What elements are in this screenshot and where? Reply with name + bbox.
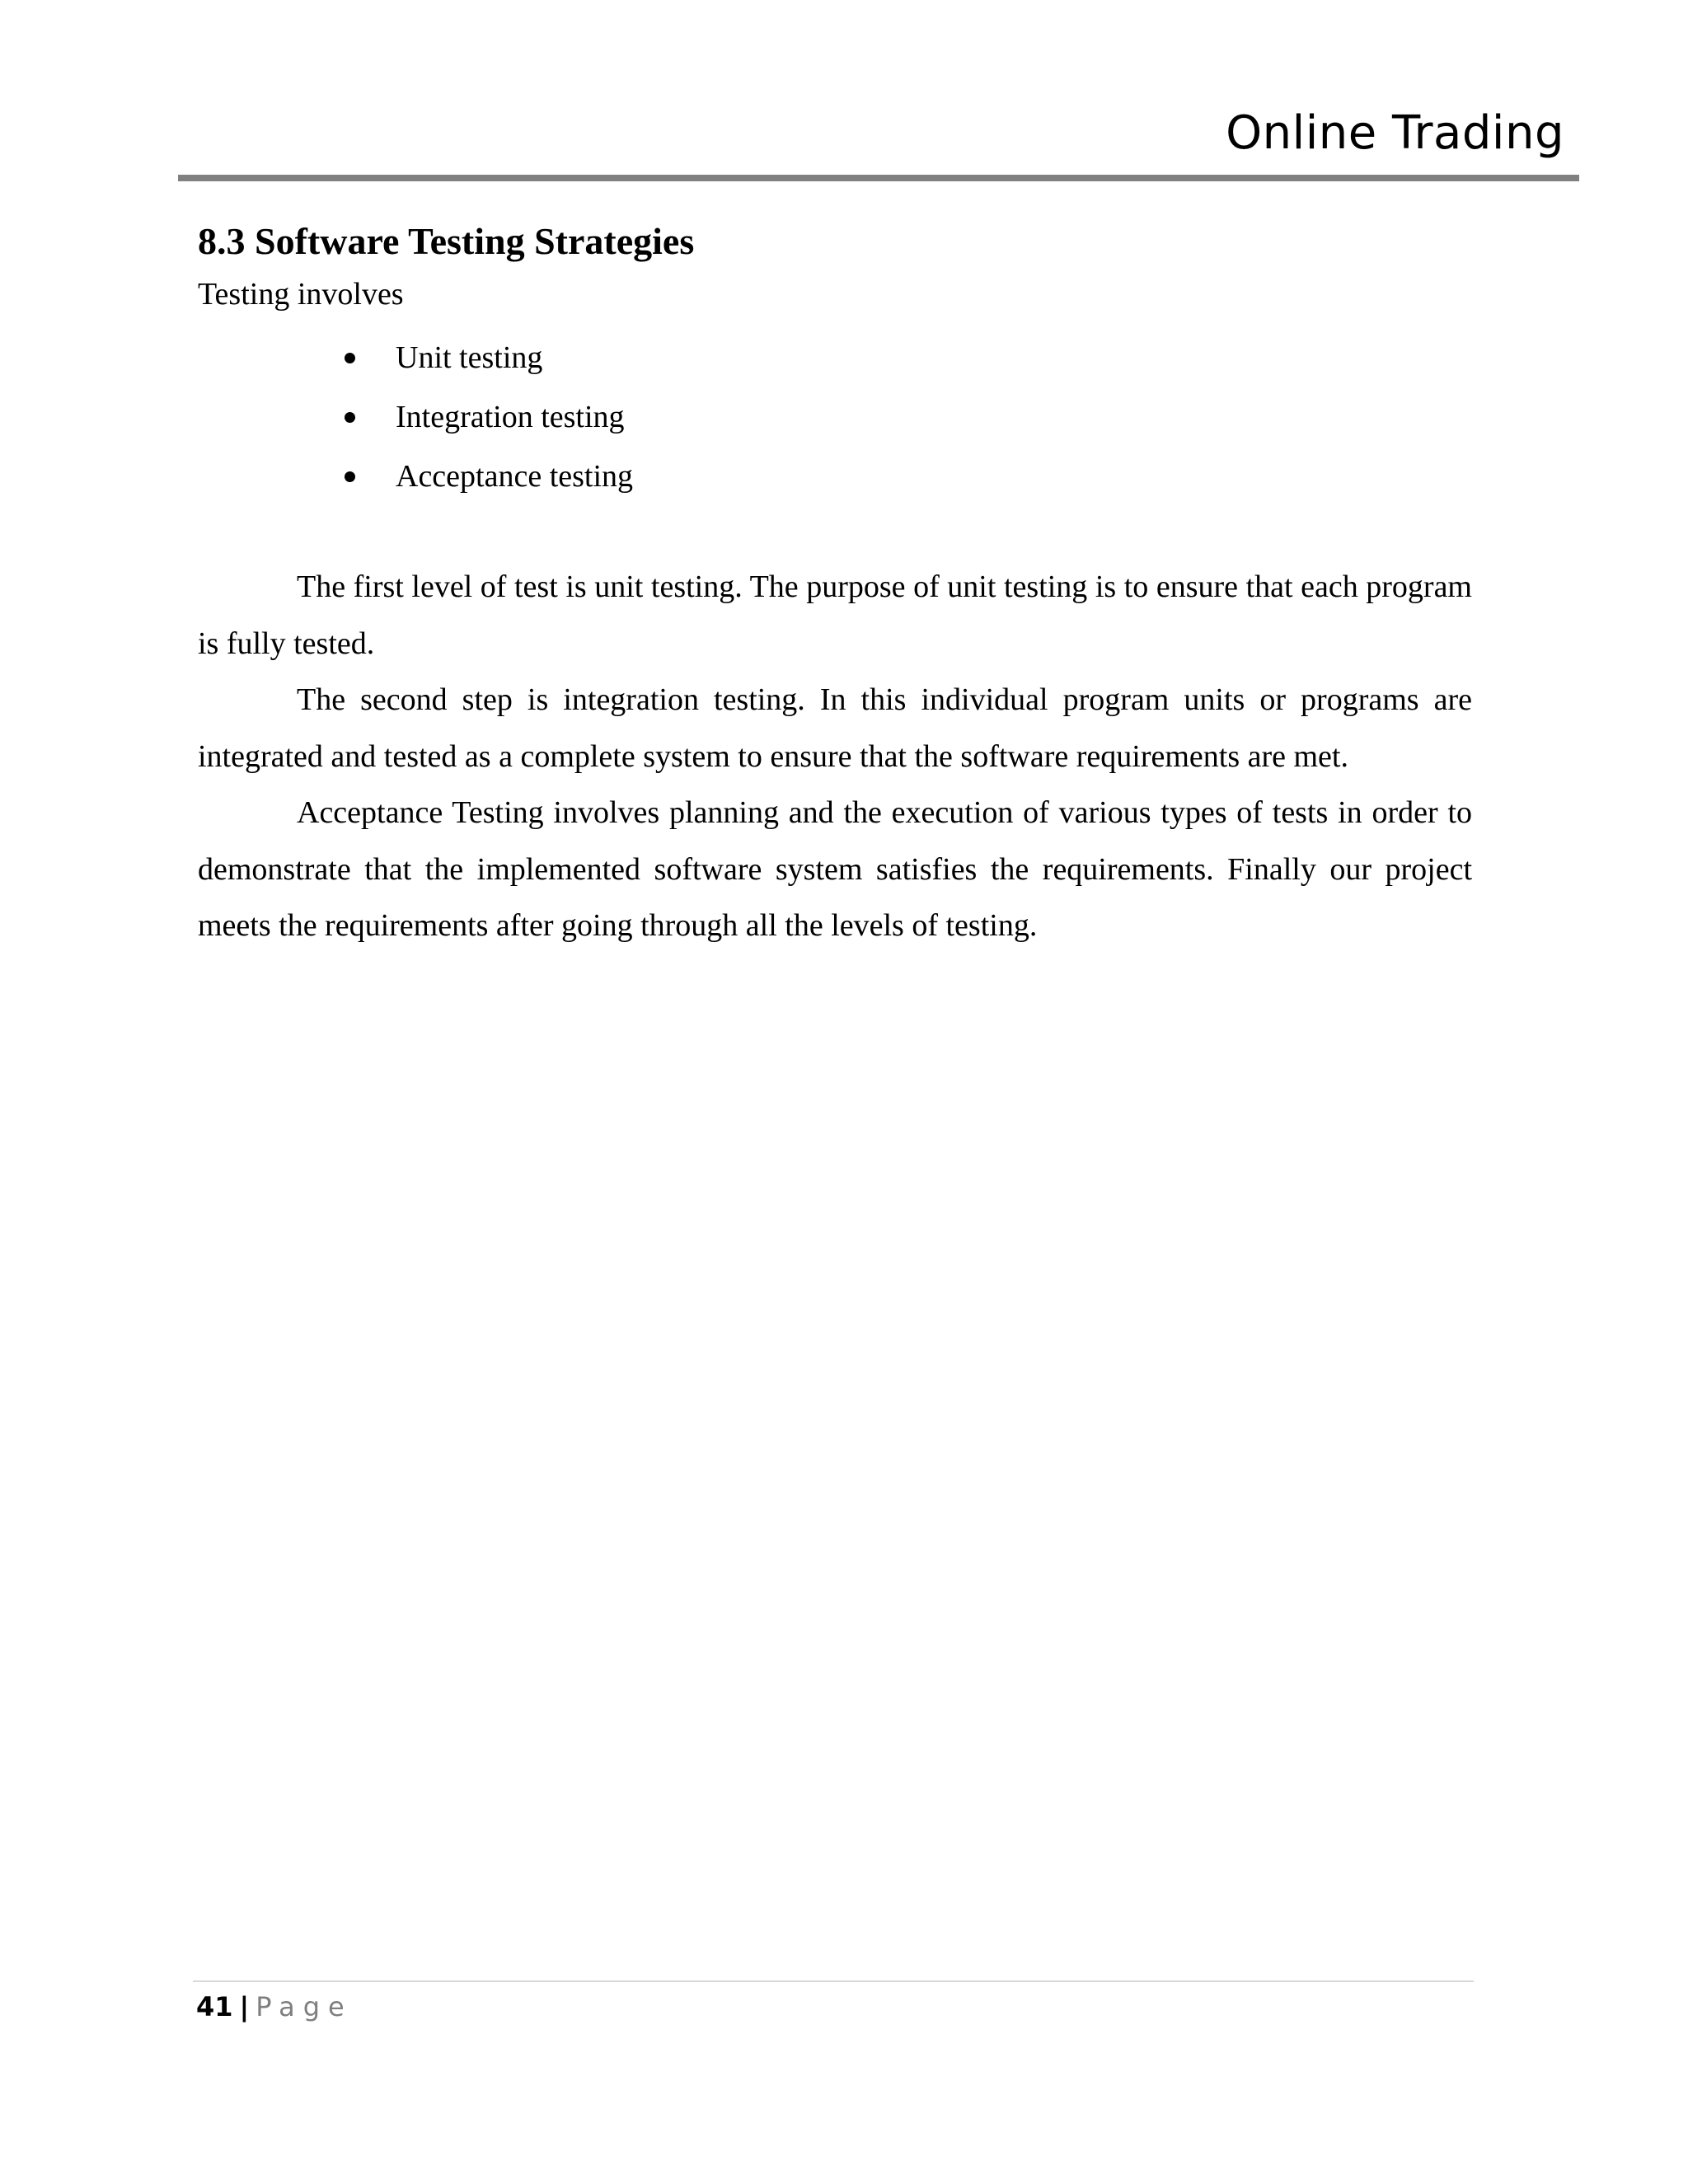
list-item: [345, 328, 1472, 387]
page-footer: [196, 1986, 353, 2027]
page-content: [198, 216, 1472, 954]
body-paragraphs: [198, 559, 1472, 954]
list-item-label: Unit testing: [396, 340, 543, 375]
footer-separator: |: [239, 1991, 250, 2022]
header-rule: [178, 175, 1579, 181]
list-item: [345, 447, 1472, 506]
paragraph-acceptance-testing: Acceptance Testing involves planning and the execution of various types of tests in order to demonstrate that the implemented software system satisfies the requirements. Finally our project meets the requirements after going through all the levels of testing.: [198, 795, 1472, 943]
page-number: 41: [196, 1991, 233, 2022]
list-item: [345, 387, 1472, 447]
bullet-icon: [345, 412, 355, 423]
intro-text: Testing involves: [198, 277, 404, 312]
header-title: Online Trading: [1226, 106, 1564, 160]
testing-types-list: [198, 328, 1472, 506]
list-item-label: Acceptance testing: [396, 459, 634, 494]
paragraph-integration-testing: The second step is integration testing. In this individual program units or programs are integrated and tested as a complete system to ensure that the software requirements are met.: [198, 682, 1472, 774]
page-label: Page: [256, 1991, 353, 2022]
bullet-icon: [345, 471, 355, 482]
paragraph-unit-testing: The first level of test is unit testing. The purpose of unit testing is to ensure that each program is fully tested.: [198, 569, 1472, 661]
list-item-label: Integration testing: [396, 400, 625, 434]
bullet-icon: [345, 353, 355, 363]
footer-rule: [193, 1980, 1474, 1982]
section-heading: 8.3 Software Testing Strategies: [198, 220, 695, 262]
